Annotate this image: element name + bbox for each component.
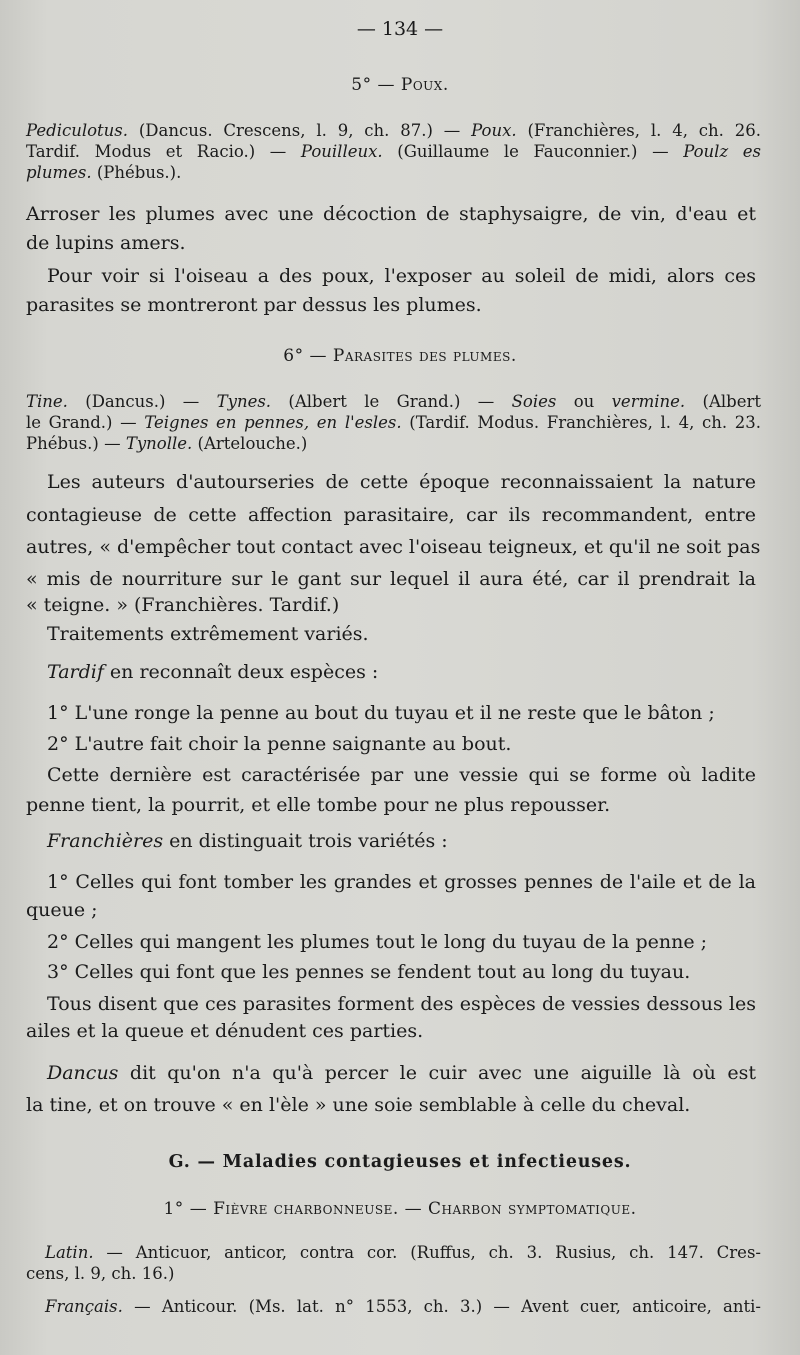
ref-term: Pouilleux. — [300, 142, 383, 161]
reference-line — [26, 141, 761, 163]
ref-term: Tynes. — [216, 392, 272, 411]
ref-source: Phébus.) — — [26, 434, 126, 453]
paragraph-line: « teigne. » (Franchières. Tardif.) — [26, 594, 340, 616]
section-heading-parasites: 6° — Parasites des plumes. — [283, 346, 517, 366]
paragraph-line: Les auteurs d'autourseries de cette époque reconnaissaient la nature — [47, 471, 756, 493]
list-item: 3° Celles qui font que les pennes se fendent tout au long du tuyau. — [47, 961, 691, 983]
paragraph-line: penne tient, la pourrit, et elle tombe pour ne plus repousser. — [26, 794, 611, 816]
list-item: queue ; — [26, 899, 98, 921]
ref-source: (Artelouche.) — [192, 434, 308, 453]
ref-term: Pediculotus. — [26, 121, 129, 140]
paragraph-line: « mis de nourriture sur le gant sur lequel il aura été, car il prendrait la — [26, 568, 756, 590]
ref-source: (Albert — [685, 392, 761, 411]
paragraph-text: en distinguait trois variétés : — [163, 830, 448, 852]
ref-term: Soies — [511, 392, 557, 411]
ref-term: Teignes en pennes, en l'esles. — [144, 413, 402, 432]
reference-line — [26, 433, 307, 455]
paragraph-line: la tine, et on trouve « en l'èle » une soie semblable à celle du cheval. — [26, 1094, 691, 1116]
ref-source: (Guillaume le Fauconnier.) — — [382, 142, 684, 161]
ref-source: ou — [556, 392, 612, 411]
ref-source: (Dancus.) — — [67, 392, 217, 411]
ref-source: (Phébus.). — [91, 163, 182, 182]
chapter-heading: G. — Maladies contagieuses et infectieuses. — [168, 1152, 632, 1172]
ref-source: — Anticuor, anticor, contra cor. (Ruffus, ch. 3. Rusius, ch. 147. Cres- — [93, 1243, 761, 1262]
ref-source: (Franchières, l. 4, ch. 26. — [516, 121, 761, 140]
ref-term: Tine. — [26, 392, 68, 411]
paragraph-line: Cette dernière est caractérisée par une vessie qui se forme où ladite — [47, 764, 756, 786]
paragraph-line: autres, « d'empêcher tout contact avec l'oiseau teigneux, et qu'il ne soit pas — [26, 536, 761, 558]
paragraph-line: contagieuse de cette affection parasitaire, car ils recommandent, entre — [26, 504, 756, 526]
paragraph-line: Tous disent que ces parasites forment des espèces de vessies dessous les — [47, 993, 756, 1015]
paragraph-line: parasites se montreront par dessus les plumes. — [26, 294, 482, 316]
paragraph-text: en reconnaît deux espèces : — [103, 661, 379, 683]
author-name: Tardif — [47, 661, 104, 683]
ref-source: (Dancus. Crescens, l. 9, ch. 87.) — — [128, 121, 472, 140]
paragraph-line — [47, 830, 448, 852]
ref-term: Poux. — [471, 121, 517, 140]
ref-source: (Tardif. Modus. Franchières, l. 4, ch. 23. — [401, 413, 761, 432]
paragraph-line: de lupins amers. — [26, 232, 186, 254]
reference-line — [26, 412, 761, 434]
paragraph-line — [47, 661, 378, 683]
reference-line — [26, 391, 761, 413]
ref-term: plumes. — [26, 163, 92, 182]
section-heading-fievre: 1° — Fièvre charbonneuse. — Charbon symptomatique. — [163, 1199, 637, 1219]
ref-source: le Grand.) — — [26, 413, 145, 432]
paragraph-line: Arroser les plumes avec une décoction de staphysaigre, de vin, d'eau et — [26, 203, 756, 225]
reference-line — [26, 162, 181, 184]
list-item: 1° L'une ronge la penne au bout du tuyau et il ne reste que le bâton ; — [47, 702, 715, 724]
ref-source: (Albert le Grand.) — — [271, 392, 512, 411]
list-item: 2° Celles qui mangent les plumes tout le long du tuyau de la penne ; — [47, 931, 708, 953]
reference-line — [45, 1242, 761, 1264]
reference-line — [45, 1296, 761, 1318]
section-heading-poux: 5° — Poux. — [351, 75, 449, 95]
paragraph-text: dit qu'on n'a qu'à percer le cuir avec une aiguille là où est — [118, 1062, 756, 1084]
language-label: Français. — [45, 1297, 123, 1316]
language-label: Latin. — [45, 1243, 94, 1262]
ref-source: — Anticour. (Ms. lat. n° 1553, ch. 3.) — Avent cuer, anticoire, anti- — [122, 1297, 761, 1316]
paragraph-line: ailes et la queue et dénudent ces parties. — [26, 1020, 424, 1042]
paragraph-line: Traitements extrêmement variés. — [47, 623, 369, 645]
ref-term: Tynolle. — [125, 434, 193, 453]
paragraph-line — [47, 1062, 756, 1084]
author-name: Franchières — [47, 830, 164, 852]
page-number: — 134 — — [356, 18, 444, 40]
list-item: 1° Celles qui font tomber les grandes et grosses pennes de l'aile et de la — [47, 871, 756, 893]
paragraph-line: Pour voir si l'oiseau a des poux, l'exposer au soleil de midi, alors ces — [47, 265, 756, 287]
reference-line: cens, l. 9, ch. 16.) — [26, 1264, 175, 1283]
ref-term: Poulz es — [683, 142, 761, 161]
author-name: Dancus — [47, 1062, 119, 1084]
reference-line — [26, 120, 761, 142]
list-item: 2° L'autre fait choir la penne saignante au bout. — [47, 733, 512, 755]
ref-term: vermine. — [611, 392, 686, 411]
ref-source: Tardif. Modus et Racio.) — — [26, 142, 301, 161]
